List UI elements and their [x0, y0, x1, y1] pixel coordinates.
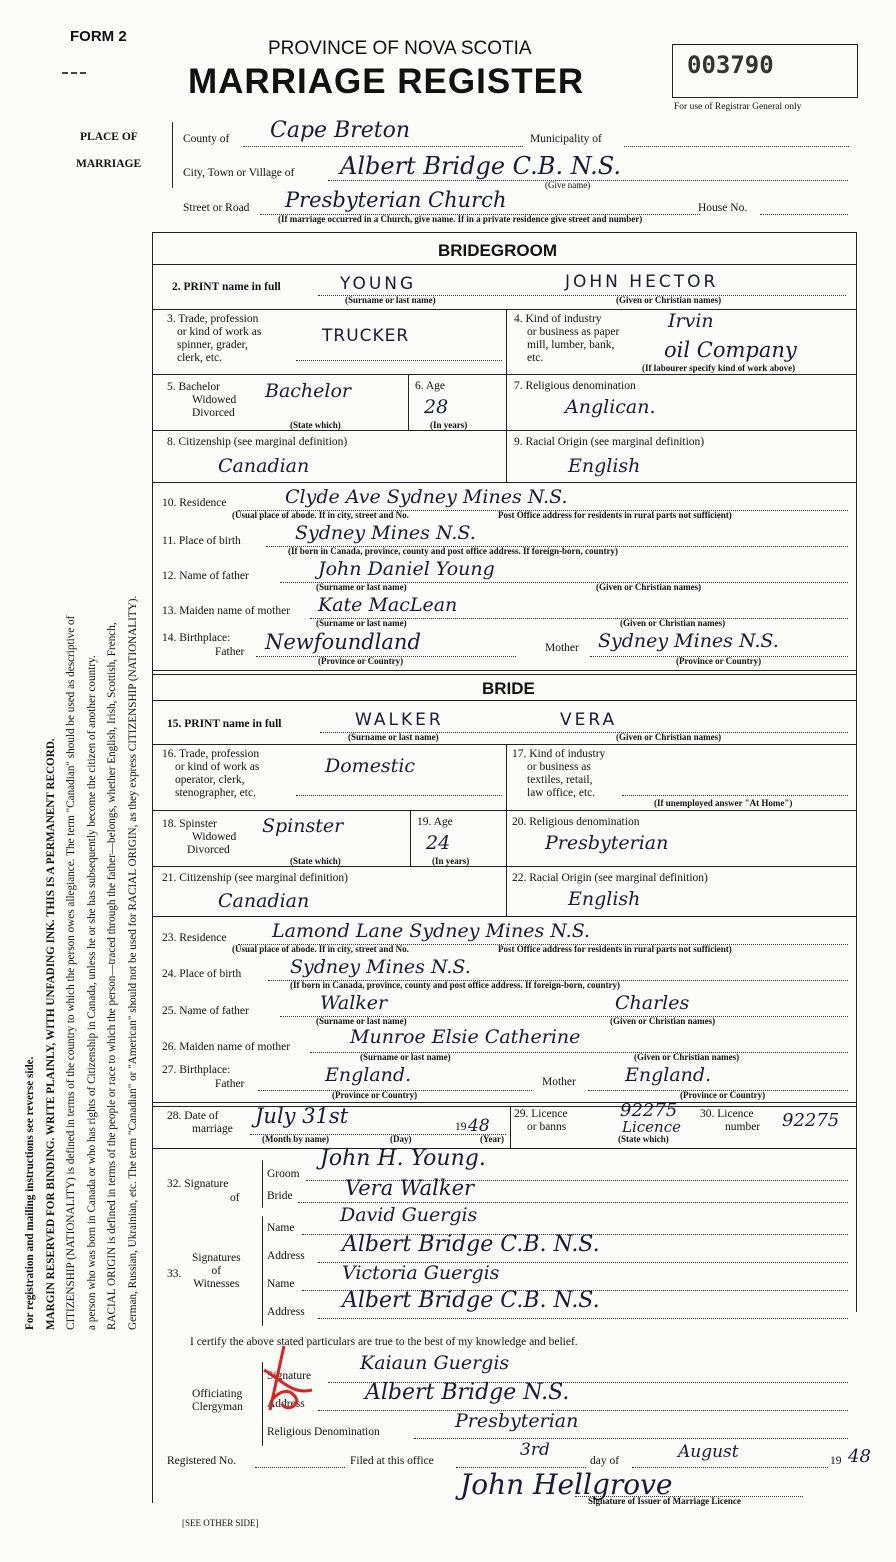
f25-note-2: (Given or Christian names) — [610, 1016, 716, 1026]
bride-heading: BRIDE — [482, 679, 535, 698]
witness2-name: Victoria Guergis — [342, 1262, 500, 1284]
f4-line3: mill, lumber, bank, — [527, 339, 615, 351]
page-title: MARRIAGE REGISTER — [188, 62, 585, 101]
municipality-label: Municipality of — [530, 133, 602, 145]
groom-citizenship: Canadian — [218, 455, 310, 477]
f11-note: (If born in Canada, province, county and post office address. If foreign-born, country) — [288, 546, 619, 556]
marriage-year: 48 — [468, 1116, 490, 1136]
bride-mother: Munroe Elsie Catherine — [350, 1026, 581, 1048]
f4-note: (If labourer specify kind of work above) — [642, 363, 796, 373]
f16-line3: operator, clerk, — [175, 774, 245, 786]
filed-year: 48 — [848, 1446, 871, 1467]
f26-note-2: (Given or Christian names) — [634, 1052, 740, 1062]
bride-surname-note: (Surname or last name) — [348, 732, 439, 742]
clergy-signature-label: Signature — [267, 1370, 312, 1382]
f18-line3: Divorced — [187, 844, 230, 856]
issuer-signature: John Hellgrove — [460, 1468, 673, 1501]
f12-label: 12. Name of father — [162, 570, 249, 582]
f27-mother-label: Mother — [542, 1076, 576, 1088]
filed-year-prefix: 19 — [830, 1455, 842, 1467]
groom-age: 28 — [424, 396, 449, 418]
f26-label: 26. Maiden name of mother — [162, 1041, 291, 1053]
f17-line2: or business as — [527, 761, 591, 773]
year-note: (Year) — [480, 1134, 504, 1144]
bride-residence: Lamond Lane Sydney Mines N.S. — [272, 920, 591, 942]
f24-note: (If born in Canada, province, county and post office address. If foreign-born, country) — [290, 980, 621, 990]
f27-father-label: Father — [215, 1078, 245, 1090]
officiating-line-1: Officiating — [192, 1388, 243, 1400]
groom-father-birthplace: Newfoundland — [265, 630, 421, 654]
f26-note-1: (Surname or last name) — [360, 1052, 451, 1062]
f14-father-label: Father — [215, 646, 245, 658]
f13-note-1: (Surname or last name) — [316, 618, 407, 628]
witness-line-2: of — [211, 1265, 222, 1277]
sidebar-line-1: For registration and mailing instructions see reverse side. — [24, 1056, 36, 1330]
registration-number: 003790 — [687, 51, 774, 79]
officiating-line-2: Clergyman — [192, 1401, 243, 1413]
f10-label: 10. Residence — [162, 497, 227, 509]
groom-industry-1: Irvin — [668, 310, 714, 332]
filed-label: Filed at this office — [350, 1455, 434, 1467]
bridegroom-heading: BRIDEGROOM — [438, 241, 557, 260]
f4-line4: etc. — [527, 352, 544, 364]
witness1-address-label: Address — [267, 1250, 305, 1262]
see-other-side: [SEE OTHER SIDE] — [182, 1518, 259, 1528]
f16-line2: or kind of work as — [175, 761, 260, 773]
groom-religion: Anglican. — [565, 396, 656, 418]
witness2-name-label: Name — [267, 1278, 295, 1290]
sidebar-line-4: a person who was born in Canada or who has rights of Citizenship in Canada, unless he or she has subsequently become the citizen of another country. — [85, 655, 98, 1330]
f29-line1: 29. Licence — [514, 1108, 568, 1120]
f33-label: 33. — [167, 1268, 182, 1280]
give-name-note: (Give name) — [545, 180, 591, 190]
groom-birth: Sydney Mines N.S. — [295, 522, 476, 544]
f5-line1: 5. Bachelor — [167, 381, 221, 393]
clergy-address-label: Address — [267, 1398, 305, 1410]
clergy-denomination: Presbyterian — [455, 1410, 579, 1432]
bride-father-surname: Walker — [320, 992, 388, 1014]
witness-line-3: Witnesses — [193, 1278, 240, 1290]
form-number: FORM 2 — [70, 28, 127, 45]
bride-signature: Vera Walker — [345, 1176, 475, 1200]
f17-note: (If unemployed answer "At Home") — [654, 798, 793, 808]
licence-type: Licence — [622, 1118, 681, 1136]
groom-father: John Daniel Young — [318, 558, 495, 580]
clergy-address: Albert Bridge N.S. — [365, 1380, 570, 1405]
bride-father-birthplace: England. — [325, 1064, 412, 1086]
f5-line3: Divorced — [192, 407, 235, 419]
registration-box — [672, 44, 858, 98]
witness-line-1: Signatures — [192, 1252, 241, 1264]
street-note: (If marriage occurred in a Church, give name. If in a private residence give street and number) — [278, 214, 643, 224]
f25-note-1: (Surname or last name) — [316, 1016, 407, 1026]
witness2-address: Albert Bridge C.B. N.S. — [342, 1288, 600, 1313]
red-check-mark-icon — [252, 1340, 322, 1420]
bride-status: Spinster — [262, 815, 344, 837]
f9-label: 9. Racial Origin (see marginal definition) — [514, 436, 705, 448]
witness1-name-label: Name — [267, 1222, 295, 1234]
f28-line1: 28. Date of — [167, 1110, 219, 1122]
county-label: County of — [183, 133, 230, 145]
f8-label: 8. Citizenship (see marginal definition) — [167, 436, 348, 448]
f27-note-2: (Province or Country) — [680, 1090, 766, 1100]
f12-note-1: (Surname or last name) — [316, 582, 407, 592]
f17-line4: law office, etc. — [527, 787, 596, 799]
f19-label: 19. Age — [417, 816, 453, 828]
sidebar-line-3: CITIZENSHIP (NATIONALITY) is defined in terms of the country to which the person owes allegiance. The term "Canadian" should be used as descriptive of — [65, 615, 77, 1330]
bride-age: 24 — [426, 832, 451, 854]
certify-statement: I certify the above stated particulars are true to the best of my knowledge and belief. — [190, 1336, 578, 1348]
f17-line3: textiles, retail, — [527, 774, 593, 786]
street-value: Presbyterian Church — [285, 188, 507, 212]
f22-label: 22. Racial Origin (see marginal definition) — [512, 872, 708, 884]
groom-residence: Clyde Ave Sydney Mines N.S. — [285, 486, 568, 508]
f13-note-2: (Given or Christian names) — [620, 618, 726, 628]
f14-mother-label: Mother — [545, 642, 579, 654]
f23-note: (Usual place of abode. If in city, street and No. — [232, 944, 409, 954]
f27-label: 27. Birthplace: — [162, 1064, 231, 1076]
bride-given: VERA — [560, 710, 618, 730]
place-label-2: MARRIAGE — [76, 158, 142, 170]
f7-label: 7. Religious denomination — [514, 380, 636, 392]
groom-surname-note: (Surname or last name) — [345, 295, 436, 305]
sidebar-line-6: German, Russian, Ukrainian, etc. The term "Canadian" or "American" should not be used for RACIAL ORIGIN, as they express CITIZENSHIP (NATIONALITY). — [126, 595, 139, 1330]
f30-line1: 30. Licence — [700, 1108, 754, 1120]
witness2-address-label: Address — [267, 1306, 305, 1318]
f20-label: 20. Religious denomination — [512, 816, 640, 828]
province-heading: PROVINCE OF NOVA SCOTIA — [268, 38, 532, 59]
bride-citizenship: Canadian — [218, 890, 310, 912]
bride-father-given: Charles — [615, 992, 690, 1014]
f11-label: 11. Place of birth — [162, 535, 241, 547]
groom-status: Bachelor — [265, 380, 352, 402]
f12-note-2: (Given or Christian names) — [596, 582, 702, 592]
city-value: Albert Bridge C.B. N.S. — [340, 152, 622, 180]
issuer-label: Signature of Issuer of Marriage Licence — [588, 1496, 741, 1506]
f30-line2: number — [725, 1121, 761, 1133]
f29-line2: or banns — [527, 1121, 567, 1133]
f21-label: 21. Citizenship (see marginal definition) — [162, 872, 348, 884]
f23-note-2: Post Office address for residents in rural parts not sufficient) — [498, 944, 732, 954]
month-note: (Month by name) — [262, 1134, 329, 1144]
bride-given-note: (Given or Christian names) — [616, 732, 722, 742]
f15-label: 15. PRINT name in full — [167, 718, 282, 730]
groom-state-note: (State which) — [290, 420, 341, 430]
bride-racial: English — [568, 888, 641, 910]
f3-line3: spinner, grader, — [177, 339, 248, 351]
groom-surname: YOUNG — [340, 274, 417, 294]
groom-sig-label: Groom — [267, 1168, 300, 1180]
f27-note-1: (Province or Country) — [332, 1090, 418, 1100]
groom-industry-2: oil Company — [664, 338, 797, 362]
witness1-name: David Guergis — [340, 1204, 478, 1226]
f3-line2: or kind of work as — [177, 326, 262, 338]
groom-given: JOHN HECTOR — [565, 272, 719, 292]
f32-label: 32. Signature — [167, 1178, 229, 1190]
state-note: (State which) — [618, 1134, 669, 1144]
bride-mother-birthplace: England. — [625, 1064, 712, 1086]
f25-label: 25. Name of father — [162, 1005, 249, 1017]
brace — [172, 122, 173, 188]
f18-line1: 18. Spinster — [162, 818, 217, 830]
f13-label: 13. Maiden name of mother — [162, 605, 291, 617]
groom-racial: English — [568, 455, 641, 477]
decorative-mark — [62, 72, 86, 74]
county-value: Cape Breton — [270, 118, 411, 143]
street-label: Street or Road — [183, 202, 250, 214]
bride-religion: Presbyterian — [545, 832, 669, 854]
place-label-1: PLACE OF — [80, 131, 138, 143]
marriage-date: July 31st — [255, 1104, 349, 1128]
f4-line1: 4. Kind of industry — [514, 313, 602, 325]
sidebar-line-2: MARGIN RESERVED FOR BINDING. WRITE PLAINLY, WITH UNFADING INK. THIS IS A PERMANENT RECORD. — [44, 738, 57, 1330]
bride-trade: Domestic — [325, 755, 416, 777]
f14-note-2: (Province or Country) — [676, 656, 762, 666]
f4-line2: or business as paper — [527, 326, 620, 338]
registration-note: For use of Registrar General only — [674, 102, 802, 112]
registered-label: Registered No. — [167, 1455, 236, 1467]
bride-birth: Sydney Mines N.S. — [290, 956, 471, 978]
year-prefix: 19 — [455, 1121, 467, 1133]
licence-number: 92275 — [782, 1110, 840, 1131]
f24-label: 24. Place of birth — [162, 968, 242, 980]
f3-line4: clerk, etc. — [177, 352, 223, 364]
bride-surname: WALKER — [355, 710, 444, 730]
f18-line2: Widowed — [192, 831, 237, 843]
day-note: (Day) — [390, 1134, 412, 1144]
f6-label: 6. Age — [415, 380, 446, 392]
denomination-label: Religious Denomination — [267, 1426, 380, 1438]
bride-years-note: (In years) — [432, 856, 470, 866]
f10-note: (Usual place of abode. If in city, street and No. — [232, 510, 409, 520]
groom-signature: John H. Young. — [320, 1146, 486, 1171]
filed-month: August — [678, 1442, 739, 1462]
clergy-signature: Kaiaun Guergis — [360, 1352, 510, 1374]
f14-note-1: (Province or Country) — [318, 656, 404, 666]
f3-line1: 3. Trade, profession — [167, 313, 259, 325]
day-of-label: day of — [590, 1455, 620, 1467]
groom-given-note: (Given or Christian names) — [616, 295, 722, 305]
groom-years-note: (In years) — [430, 420, 468, 430]
f32-of: of — [230, 1192, 240, 1204]
groom-trade: TRUCKER — [322, 326, 410, 346]
f10-note-2: Post Office address for residents in rural parts not sufficient) — [498, 510, 732, 520]
house-label: House No. — [698, 202, 748, 214]
f16-line1: 16. Trade, profession — [162, 748, 260, 760]
bride-state-note: (State which) — [290, 856, 341, 866]
f5-line2: Widowed — [192, 394, 237, 406]
f23-label: 23. Residence — [162, 932, 227, 944]
groom-mother: Kate MacLean — [318, 594, 458, 616]
witness1-address: Albert Bridge C.B. N.S. — [342, 1232, 600, 1257]
groom-mother-birthplace: Sydney Mines N.S. — [598, 630, 779, 652]
licence-or-banns: 92275 — [620, 1100, 678, 1121]
f14-label: 14. Birthplace: — [162, 632, 231, 644]
city-label: City, Town or Village of — [183, 167, 295, 179]
f17-line1: 17. Kind of industry — [512, 748, 606, 760]
f16-line4: stenographer, etc. — [175, 787, 256, 799]
filed-day: 3rd — [520, 1440, 550, 1460]
bride-sig-label: Bride — [267, 1190, 293, 1202]
sidebar-line-5: RACIAL ORIGIN is defined in terms of the people or race to which the person—traced through the father—belongs, whether English, Irish, Scottish, French, — [106, 622, 118, 1330]
f28-line2: marriage — [192, 1123, 233, 1135]
f2-label: 2. PRINT name in full — [172, 281, 281, 293]
